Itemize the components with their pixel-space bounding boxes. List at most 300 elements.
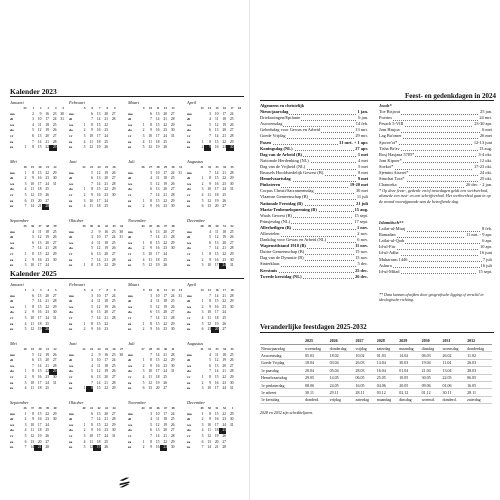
- day-cell: 31: [229, 187, 234, 192]
- day-cell: 27: [229, 128, 234, 133]
- month-grid: [187, 288, 242, 333]
- week-number: 2: [40, 106, 42, 110]
- day-cell: 8: [32, 251, 34, 256]
- weekday-label: wo: [69, 363, 74, 368]
- day-cell: 24: [222, 422, 226, 427]
- day-cell: 26: [45, 433, 49, 438]
- holiday-name: Prinsjesdag (NL): [260, 218, 291, 224]
- day-cell: 6: [24, 198, 27, 203]
- holiday-date: 6 apr.: [482, 238, 492, 244]
- weekday-label: ma: [128, 170, 133, 175]
- date-cell: 29.05: [304, 374, 329, 381]
- week-number: 41: [90, 406, 93, 410]
- day-cell: [167, 145, 175, 151]
- table-row: [260, 381, 492, 388]
- day-cell: 29: [229, 139, 234, 144]
- holiday-name: Rosj Hasjana 5785*: [379, 151, 415, 157]
- day-cell: 15: [96, 386, 101, 391]
- day-cell: 4: [91, 299, 93, 304]
- day-cell: 30: [52, 257, 57, 262]
- day-cell: [226, 327, 234, 333]
- weekday-label: ma: [128, 229, 133, 234]
- week-number: 39: [82, 224, 86, 228]
- publisher-logo-icon: [118, 476, 131, 489]
- weekday-label: zo: [69, 263, 73, 268]
- weekday-label: di: [187, 299, 190, 304]
- weekday-label: ma: [69, 352, 74, 357]
- day-cell: 19: [163, 181, 167, 186]
- day-cell: 19: [214, 198, 219, 203]
- week-number: 18: [23, 165, 27, 169]
- day-cell: 14: [155, 235, 160, 240]
- day-cell: 31: [178, 170, 182, 175]
- day-cell: 3: [201, 263, 204, 268]
- week-number: 1: [232, 406, 234, 410]
- date-cell: 26.03: [466, 359, 492, 366]
- day-cell: 9: [91, 428, 93, 433]
- holiday-name: Sjavoe'ot*: [379, 139, 398, 145]
- day-cell: 24: [104, 198, 108, 203]
- weekday-label: ma: [69, 170, 74, 175]
- date-cell: woensd.: [421, 396, 442, 403]
- day-cell: 22: [222, 251, 226, 256]
- day-cell: 11: [37, 229, 42, 234]
- holiday-date: 15 nov.: [355, 249, 368, 255]
- day-cell: 27: [111, 374, 116, 379]
- month-name: Juli: [128, 159, 135, 164]
- week-number: 6: [91, 288, 93, 292]
- holiday-date: 14 feb.: [355, 121, 368, 127]
- day-cell: 14: [37, 139, 42, 144]
- week-number: 18: [230, 288, 234, 292]
- day-cell: 20: [104, 251, 108, 256]
- year-header: 2031: [442, 336, 467, 345]
- date-cell: 04.06: [376, 381, 398, 388]
- day-cell: 28: [229, 133, 234, 138]
- week-number: 19: [31, 347, 34, 351]
- day-cell: 25: [163, 139, 167, 144]
- day-cell: 20: [45, 240, 49, 245]
- day-cell: 1: [142, 358, 145, 363]
- weekday-label: zo: [128, 386, 132, 391]
- weekday-label: za: [69, 257, 73, 262]
- weekday-label: zo: [10, 327, 14, 332]
- holiday-date: 19-20 mei: [349, 182, 368, 188]
- day-cell: 2: [91, 229, 93, 234]
- date-cell: 30.05: [421, 374, 442, 381]
- day-cell: 24: [104, 133, 108, 138]
- islamic-holidays-list: [379, 220, 492, 275]
- week-number: 27: [141, 347, 145, 351]
- date-cell: 18.02: [329, 352, 355, 359]
- day-cell: 3: [142, 251, 145, 256]
- day-cell: 8: [150, 358, 152, 363]
- month-name: Mei: [10, 341, 17, 346]
- month-grid: [128, 106, 183, 151]
- weekday-label: wo: [187, 422, 192, 427]
- holiday-date: 29 mrt.: [355, 133, 368, 139]
- day-cell: 7: [209, 170, 211, 175]
- day-cell: 2: [24, 310, 27, 315]
- week-number: 30: [164, 347, 167, 351]
- holiday-date: 12 okt.: [479, 157, 492, 163]
- day-cell: 26: [222, 198, 226, 203]
- weekday-label: di: [69, 358, 72, 363]
- weekday-label: za: [69, 321, 73, 326]
- day-cell: 28: [229, 170, 234, 175]
- day-cell: 24: [104, 433, 108, 438]
- weekday-label: vr: [10, 192, 14, 197]
- day-cell: 16: [155, 204, 160, 209]
- month-name: Augustus: [187, 341, 204, 346]
- weekday-label: vr: [69, 251, 73, 256]
- day-cell: 12: [30, 327, 34, 332]
- holiday-name: Ashura: [379, 262, 392, 268]
- day-cell: 12: [207, 321, 211, 326]
- day-cell: 20: [104, 111, 108, 116]
- day-cell: 17: [96, 133, 101, 138]
- day-cell: 2: [83, 128, 86, 133]
- day-cell: 16: [155, 246, 160, 251]
- day-cell: 12: [214, 358, 219, 363]
- day-cell: 9: [91, 128, 93, 133]
- day-cell: 26: [52, 352, 57, 357]
- day-cell: 20: [214, 204, 219, 209]
- month-grid: [187, 224, 242, 269]
- month-grid: [128, 165, 183, 210]
- week-number: 1: [32, 106, 34, 110]
- weekday-label: ma: [187, 170, 192, 175]
- week-number: 31: [179, 165, 182, 169]
- day-cell: 5: [142, 263, 145, 268]
- day-cell: 22: [104, 187, 108, 192]
- day-cell: 3: [24, 181, 27, 186]
- holiday-date: 15 sept.: [354, 212, 368, 218]
- day-cell: 31: [119, 235, 123, 240]
- date-cell: 16.05: [354, 381, 375, 388]
- day-cell: 16: [96, 128, 101, 133]
- week-number: 46: [156, 406, 160, 410]
- day-cell: 8: [209, 176, 211, 181]
- holiday-name: Lailat-ul-Miraj: [379, 226, 406, 232]
- month-grid: [128, 347, 183, 392]
- day-cell: 25: [163, 257, 167, 262]
- month-name: Oktober: [69, 400, 84, 405]
- month-block: [128, 100, 183, 158]
- weekday-label: wo: [10, 240, 15, 245]
- day-cell: 20: [222, 240, 226, 245]
- day-cell: 21: [222, 293, 226, 298]
- week-number: 20: [38, 165, 42, 169]
- date-cell: zaterdag: [466, 396, 492, 403]
- holiday-name: Id-ul-Adha: [379, 250, 399, 256]
- holidays-rule: [260, 100, 494, 101]
- weekday-label: za: [128, 198, 132, 203]
- weekday-label: ma: [128, 293, 133, 298]
- month-name: April: [187, 282, 197, 287]
- weekday-label: do: [69, 428, 73, 433]
- day-cell: 23: [45, 176, 49, 181]
- day-cell: 16: [37, 374, 42, 379]
- day-cell: 25: [229, 352, 234, 357]
- week-number: 22: [82, 165, 86, 169]
- date-cell: 16.05: [466, 381, 492, 388]
- day-cell: 5: [150, 304, 152, 309]
- day-cell: 3: [24, 380, 27, 385]
- day-cell: [234, 445, 242, 451]
- holiday-row: [260, 274, 368, 280]
- day-cell: 16: [214, 145, 219, 150]
- day-cell: 9: [98, 352, 101, 357]
- day-cell: 12: [207, 433, 211, 438]
- holiday-date: 27 apr.: [355, 145, 368, 151]
- day-cell: 11: [214, 352, 219, 357]
- day-cell: 24: [45, 263, 49, 268]
- day-cell: 23: [104, 128, 108, 133]
- day-cell: 7: [209, 133, 211, 138]
- day-cell: 8: [91, 122, 93, 127]
- weekday-label: za: [69, 139, 73, 144]
- day-cell: 20: [163, 187, 167, 192]
- month-name: December: [187, 400, 206, 405]
- day-cell: 11: [214, 117, 219, 122]
- day-cell: 9: [91, 327, 93, 332]
- day-cell: 26: [45, 192, 49, 197]
- day-cell: 11: [96, 299, 101, 304]
- weekday-label: ma: [187, 352, 192, 357]
- day-cell: 17: [96, 433, 101, 438]
- day-cell: 17: [163, 411, 167, 416]
- day-cell: 28: [42, 204, 50, 210]
- day-cell: 23: [111, 352, 116, 357]
- day-cell: 16: [104, 352, 108, 357]
- day-cell: 5: [150, 181, 152, 186]
- holiday-date: 25 dec.: [355, 267, 368, 273]
- day-cell: 24: [45, 422, 49, 427]
- day-cell: 28: [111, 181, 116, 186]
- day-cell: 23: [45, 417, 49, 422]
- day-cell: 28: [111, 417, 116, 422]
- day-cell: 15: [37, 411, 42, 416]
- day-cell: 18: [96, 439, 101, 444]
- weekday-label: vr: [69, 315, 73, 320]
- weekday-label: ma: [128, 411, 133, 416]
- day-cell: 4: [209, 352, 211, 357]
- month-name: Februari: [69, 282, 85, 287]
- month-grid: [128, 288, 183, 333]
- day-cell: 7: [91, 181, 93, 186]
- day-cell: 23: [222, 145, 226, 150]
- day-cell: 16: [155, 327, 160, 332]
- day-cell: 6: [201, 204, 204, 209]
- weekday-label: wo: [187, 240, 192, 245]
- day-cell: 22: [222, 176, 226, 181]
- day-cell: 18: [222, 229, 226, 234]
- day-cell: 1: [83, 422, 86, 427]
- day-cell: [116, 204, 124, 210]
- week-number: 8: [106, 288, 108, 292]
- day-cell: 9: [32, 310, 34, 315]
- week-number: 39: [46, 406, 49, 410]
- day-cell: 2: [91, 352, 93, 357]
- day-cell: 25: [104, 139, 108, 144]
- day-cell: 7: [150, 433, 152, 438]
- month-name: November: [128, 400, 147, 405]
- date-cell: 02.12: [398, 389, 420, 396]
- day-cell: 17: [96, 198, 101, 203]
- day-cell: 7: [91, 315, 93, 320]
- day-cell: 2: [201, 257, 204, 262]
- day-cell: 22: [45, 170, 49, 175]
- date-cell: 22.05: [442, 374, 467, 381]
- day-cell: 24: [222, 310, 226, 315]
- day-cell: 31: [178, 293, 182, 298]
- day-cell: 14: [30, 445, 34, 450]
- day-cell: 18: [104, 299, 108, 304]
- day-cell: 3: [142, 133, 145, 138]
- day-cell: 2: [142, 327, 145, 332]
- day-cell: 25: [45, 187, 49, 192]
- holiday-date: 9 mei: [357, 176, 368, 182]
- day-cell: 29: [170, 321, 175, 326]
- date-cell: 03.12: [376, 389, 398, 396]
- holiday-date: 17-23 okt.: [473, 163, 492, 169]
- day-cell: 30: [52, 417, 57, 422]
- weekday-label: do: [128, 369, 132, 374]
- week-number: 34: [223, 165, 226, 169]
- day-cell: 20: [104, 411, 108, 416]
- day-cell: 21: [163, 117, 167, 122]
- weekday-label: di: [187, 235, 190, 240]
- jewish-heading: Joods*: [379, 103, 392, 108]
- weekday-label: di: [10, 299, 13, 304]
- day-cell: 13: [207, 327, 211, 332]
- day-cell: 4: [150, 299, 152, 304]
- day-cell: 10: [148, 133, 152, 138]
- day-cell: 20: [37, 439, 42, 444]
- day-cell: 17: [214, 310, 219, 315]
- weekday-label: di: [69, 235, 72, 240]
- day-cell: 25: [163, 374, 167, 379]
- date-cell: 20.04: [304, 367, 329, 374]
- day-cell: 13: [37, 240, 42, 245]
- day-cell: 8: [150, 321, 152, 326]
- day-cell: 30: [226, 145, 234, 151]
- day-cell: 1: [83, 321, 86, 326]
- day-cell: 30: [170, 204, 175, 209]
- weekday-label: wo: [187, 363, 192, 368]
- day-cell: 8: [32, 369, 34, 374]
- holiday-name: Goede Vrijdag: [260, 133, 286, 139]
- day-cell: 5: [24, 327, 27, 332]
- day-cell: 11: [30, 321, 34, 326]
- weekday-label: za: [187, 257, 191, 262]
- holiday-date: 11 nov.: [355, 243, 368, 249]
- day-cell: 12: [30, 192, 34, 197]
- day-cell: 16: [96, 428, 101, 433]
- week-number: 22: [82, 347, 86, 351]
- day-cell: 19: [155, 380, 160, 385]
- week-number: 24: [97, 347, 101, 351]
- week-number: 28: [149, 347, 152, 351]
- holiday-name: Waals Gewest (B): [260, 212, 292, 218]
- weekday-label: za: [69, 439, 73, 444]
- day-cell: 4: [24, 187, 27, 192]
- day-cell: 24: [222, 187, 226, 192]
- day-cell: 14: [96, 257, 101, 262]
- weekday-label: di: [69, 117, 72, 122]
- day-cell: 25: [104, 204, 108, 209]
- week-number: 12: [164, 288, 167, 292]
- day-cell: 14: [37, 363, 42, 368]
- day-cell: 1: [201, 411, 204, 416]
- day-cell: 18: [155, 139, 160, 144]
- day-cell: 27: [222, 439, 226, 444]
- weekday-label: ma: [128, 111, 133, 116]
- week-number: 38: [38, 406, 42, 410]
- day-cell: [49, 327, 57, 333]
- weekday-label: vr: [187, 315, 191, 320]
- day-cell: 5: [201, 321, 204, 326]
- day-cell: 17: [222, 111, 226, 116]
- day-cell: 8: [209, 251, 211, 256]
- weekday-label: za: [10, 380, 14, 385]
- day-cell: 30: [170, 327, 175, 332]
- day-cell: 20: [155, 386, 160, 391]
- day-cell: 23: [160, 445, 168, 451]
- holiday-date: 10 apr.: [480, 244, 492, 250]
- date-cell: 01.12: [421, 389, 442, 396]
- day-cell: 2: [142, 204, 145, 209]
- day-cell: 2: [24, 417, 27, 422]
- month-block: [187, 100, 242, 158]
- weekday-label: zo: [187, 204, 191, 209]
- day-cell: [175, 263, 183, 269]
- day-cell: 28: [52, 139, 57, 144]
- holiday-name: Driekoningen/Epifanie: [260, 115, 301, 121]
- date-cell: donderdag: [329, 345, 355, 352]
- day-cell: 18: [222, 352, 226, 357]
- day-cell: 23: [222, 304, 226, 309]
- week-number: 48: [200, 224, 204, 228]
- day-cell: 4: [32, 122, 34, 127]
- day-cell: 31: [229, 386, 234, 391]
- week-number: 26: [112, 347, 116, 351]
- week-number: 25: [105, 165, 108, 169]
- day-cell: 13: [30, 439, 34, 444]
- month-grid: [69, 165, 124, 210]
- weekday-label: za: [187, 439, 191, 444]
- month-block: [69, 341, 124, 399]
- day-cell: 16: [155, 128, 160, 133]
- day-cell: 9: [32, 374, 34, 379]
- day-cell: 12: [155, 304, 160, 309]
- week-number: 35: [230, 347, 234, 351]
- day-cell: 1: [24, 251, 27, 256]
- day-cell: 21: [222, 133, 226, 138]
- day-cell: 27: [45, 198, 49, 203]
- day-cell: 20: [45, 293, 49, 298]
- day-cell: 1: [142, 321, 145, 326]
- day-cell: 29: [170, 122, 175, 127]
- day-cell: 14: [214, 369, 219, 374]
- day-cell: 4: [209, 117, 211, 122]
- day-cell: 2: [83, 327, 86, 332]
- day-cell: 17: [214, 263, 219, 268]
- week-number: 15: [208, 288, 211, 292]
- weekday-label: za: [10, 439, 14, 444]
- day-cell: 23: [104, 428, 108, 433]
